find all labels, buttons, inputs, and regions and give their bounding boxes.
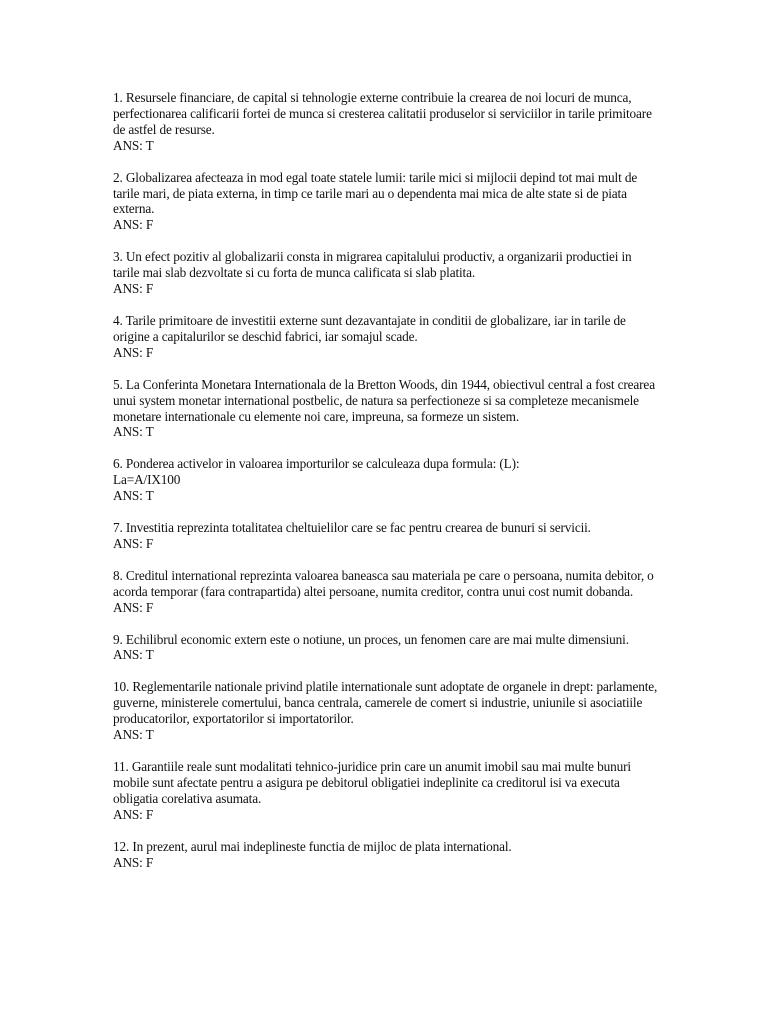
question-item [113,313,658,361]
question-text: 2. Globalizarea afecteaza in mod egal toate statele lumii: tarile mici si mijlocii depind tot mai mult de tarile mari, de piata externa, in timp ce tarile mari au o dependenta mai mica de alte state si de piata externa. [113,169,638,217]
answer-text: ANS: T [113,488,154,504]
question-text: 5. La Conferinta Monetara Internationala de la Bretton Woods, din 1944, obiectivul central a fost crearea unui system monetar international postbelic, de natura sa perfectioneze si sa completeze mecanismele monetare internationale cu elemente noi care, impreuna, sa formeze un sistem. [113,376,655,424]
answer-text: ANS: T [113,424,154,440]
document-page [113,90,658,886]
question-text: 10. Reglementarile nationale privind platile internationale sunt adoptate de organele in drept: parlamente, guverne, ministerele comertului, banca centrala, camerele de comert si industrie, uniunile si asociatiile producatorilor, exportatorilor si importatorilor. [113,679,658,727]
answer-text: ANS: F [113,535,154,551]
question-item [113,249,658,297]
question-item [113,456,658,504]
question-text: 1. Resursele financiare, de capital si tehnologie externe contribuie la crearea de noi locuri de munca, perfectionarea calificarii fortei de munca si cresterea calitatii produselor si serviciilor in tarile primitoare de astfel de resurse. [113,90,652,137]
answer-text: ANS: F [113,599,154,615]
answer-text: ANS: F [113,281,154,297]
question-item [113,170,658,234]
question-item [113,632,658,664]
question-item [113,520,658,552]
question-text: 7. Investitia reprezinta totalitatea cheltuielilor care se fac pentru crearea de bunuri si servicii. [113,520,591,536]
answer-text: ANS: T [113,137,154,153]
answer-text: ANS: F [113,854,154,870]
question-item [113,568,658,616]
question-text: 12. In prezent, aurul mai indeplineste functia de mijloc de plata international. [113,838,512,854]
question-item [113,377,658,441]
question-text: 6. Ponderea activelor in valoarea importurilor se calculeaza dupa formula: (L): [113,456,520,472]
answer-text: ANS: F [113,344,154,360]
answer-text: ANS: T [113,647,154,663]
question-item [113,839,658,871]
question-text: 11. Garantiile reale sunt modalitati tehnico-juridice prin care un anumit imobil sau mai multe bunuri mobile sunt afectate pentru a asigura pe debitorul obligatiei indeplinite ca creditorul isi va executa obligatia corelativa asumata. [113,759,631,806]
question-item [113,759,658,823]
question-text: 4. Tarile primitoare de investitii externe sunt dezavantajate in conditii de globalizare, iar in tarile de origine a capitalurilor se deschid fabrici, iar somajul scade. [113,312,626,344]
question-item [113,679,658,743]
question-text: 3. Un efect pozitiv al globalizarii consta in migrarea capitalului productiv, a organizarii productiei in tarile mai slab dezvoltate si cu forta de munca calificata si slab platita. [113,249,632,281]
formula-text: La=A/IX100 [113,472,181,488]
question-text: 8. Creditul international reprezinta valoarea baneasca sau materiala pe care o persoana, numita debitor, o acorda temporar (fara contrapartida) altei persoane, numita creditor, contra unui cost numit dobanda. [113,567,654,599]
answer-text: ANS: T [113,727,154,743]
answer-text: ANS: F [113,806,154,822]
answer-text: ANS: F [113,217,154,233]
question-item [113,90,658,154]
question-text: 9. Echilibrul economic extern este o notiune, un proces, un fenomen care are mai multe dimensiuni. [113,631,629,647]
